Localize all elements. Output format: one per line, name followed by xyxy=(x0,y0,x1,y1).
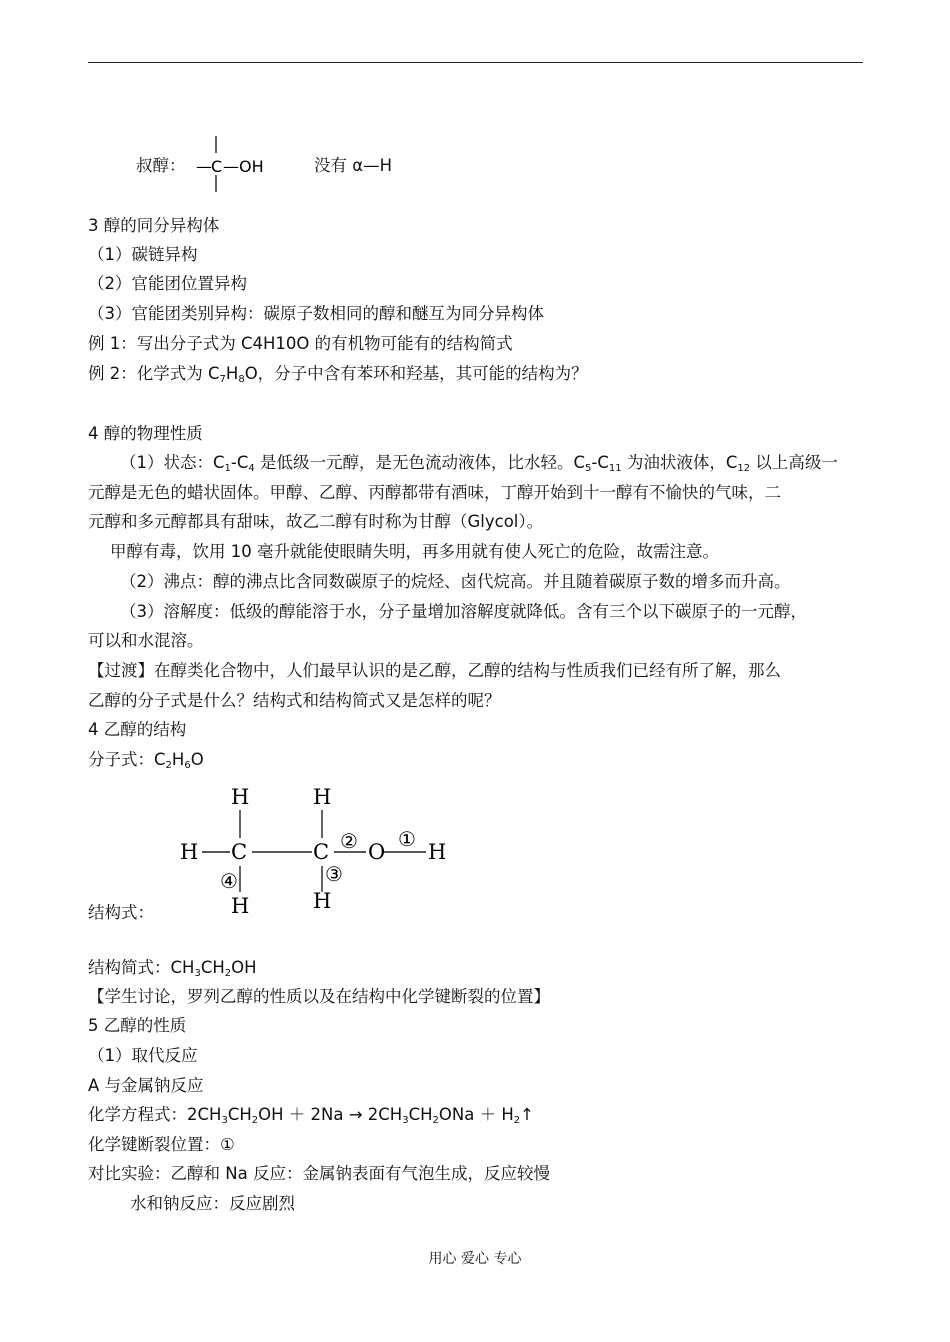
header-rule xyxy=(88,62,863,63)
molecular-formula: 分子式：$C_2H_6O$ xyxy=(88,750,204,771)
sec4-solubility-line2: 可以和水混溶。 xyxy=(88,631,204,650)
atom-h-bot1: H xyxy=(231,894,250,918)
sec4-boiling-point: （2）沸点：醇的沸点比含同数碳原子的烷烃、卤代烷高。并且随着碳原子数的增多而升高。 xyxy=(120,572,791,591)
atom-h-left: H xyxy=(180,840,199,864)
simplified-formula: 结构简式：$CH_3CH_2OH$ xyxy=(88,958,257,979)
structural-formula-label: 结构式： xyxy=(88,903,154,922)
sec3-heading: 3 醇的同分异构体 xyxy=(88,216,220,235)
sec3-example1: 例 1：写出分子式为 C4H10O 的有机物可能有的结构简式 xyxy=(88,334,513,353)
bond-mark-2: ② xyxy=(340,829,358,853)
sec3-item1: （1）碳链异构 xyxy=(88,245,198,264)
sec5-equation: 化学方程式：$2CH_3CH_2OH + 2Na \to 2CH_3CH_2ONa$ ＋ $H_2↑$ xyxy=(88,1105,534,1126)
tertiary-carbon: C xyxy=(211,157,223,176)
sec4-state-line2: 元醇是无色的蜡状固体。甲醇、乙醇、丙醇都带有酒味，丁醇开始到十一醇有不愉快的气味，二 xyxy=(88,483,781,502)
atom-o: O xyxy=(368,840,386,864)
sec4-heading: 4 醇的物理性质 xyxy=(88,424,203,443)
atom-h-right: H xyxy=(428,840,447,864)
atom-h-top1: H xyxy=(231,785,250,809)
sec4-state-line3: 元醇和多元醇都具有甜味，故乙二醇有时称为甘醇（Glycol）。 xyxy=(88,512,544,531)
transition-line1: 【过渡】在醇类化合物中，人们最早认识的是乙醇，乙醇的结构与性质我们已经有所了解，那么 xyxy=(88,661,781,680)
tertiary-left-bond: — xyxy=(196,157,212,176)
sec4-solubility-line1: （3）溶解度：低级的醇能溶于水，分子量增加溶解度就降低。含有三个以下碳原子的一元醇， xyxy=(120,602,807,621)
transition-line2: 乙醇的分子式是什么？结构式和结构简式又是怎样的呢？ xyxy=(88,691,501,710)
bond-mark-4: ④ xyxy=(220,869,238,893)
sec5-sodium-heading: A 与金属钠反应 xyxy=(88,1076,204,1095)
sec3-example2: 例 2：化学式为 $C_7H_8O$，分子中含有苯环和羟基，其可能的结构为？ xyxy=(88,364,588,385)
bond-mark-3: ③ xyxy=(325,862,343,886)
sec5-substitution: （1）取代反应 xyxy=(88,1046,198,1065)
sec3-item3: （3）官能团类别异构：碳原子数相同的醇和醚互为同分异构体 xyxy=(88,304,544,323)
atom-h-bot2: H xyxy=(313,889,332,913)
sec5-comparison: 对比实验：乙醇和 Na 反应：金属钠表面有气泡生成，反应较慢 xyxy=(88,1164,550,1183)
sec5-break-position: 化学键断裂位置：① xyxy=(88,1135,235,1154)
sec5-water-reaction: 水和钠反应：反应剧烈 xyxy=(130,1194,295,1213)
sec5-heading: 5 乙醇的性质 xyxy=(88,1016,187,1035)
discussion-note: 【学生讨论，罗列乙醇的性质以及在结构中化学键断裂的位置】 xyxy=(88,987,550,1006)
tertiary-note: 没有 α—H xyxy=(314,156,393,175)
bond-mark-1: ① xyxy=(398,827,416,851)
tertiary-carbon-diagram xyxy=(190,134,280,196)
tertiary-alcohol-label: 叔醇： xyxy=(136,156,186,175)
atom-h-top2: H xyxy=(313,785,332,809)
atom-c1: C xyxy=(231,840,248,864)
page-footer: 用心 爱心 专心 xyxy=(428,1251,522,1267)
ethanol-structure-heading: 4 乙醇的结构 xyxy=(88,720,187,739)
atom-c2: C xyxy=(313,840,330,864)
sec4-methanol-warning: 甲醇有毒，饮用 10 毫升就能使眼睛失明，再多用就有使人死亡的危险，故需注意。 xyxy=(110,542,719,561)
sec3-item2: （2）官能团位置异构 xyxy=(88,274,247,293)
tertiary-oh: —OH xyxy=(223,157,264,176)
ethanol-structural-formula xyxy=(170,780,470,920)
sec4-state-line1: （1）状态：$C_1-C_4$ 是低级一元醇，是无色流动液体，比水轻。$C_5-C_{11}$ 为油状液体，$C_{12}$ 以上高级一 xyxy=(120,453,838,474)
